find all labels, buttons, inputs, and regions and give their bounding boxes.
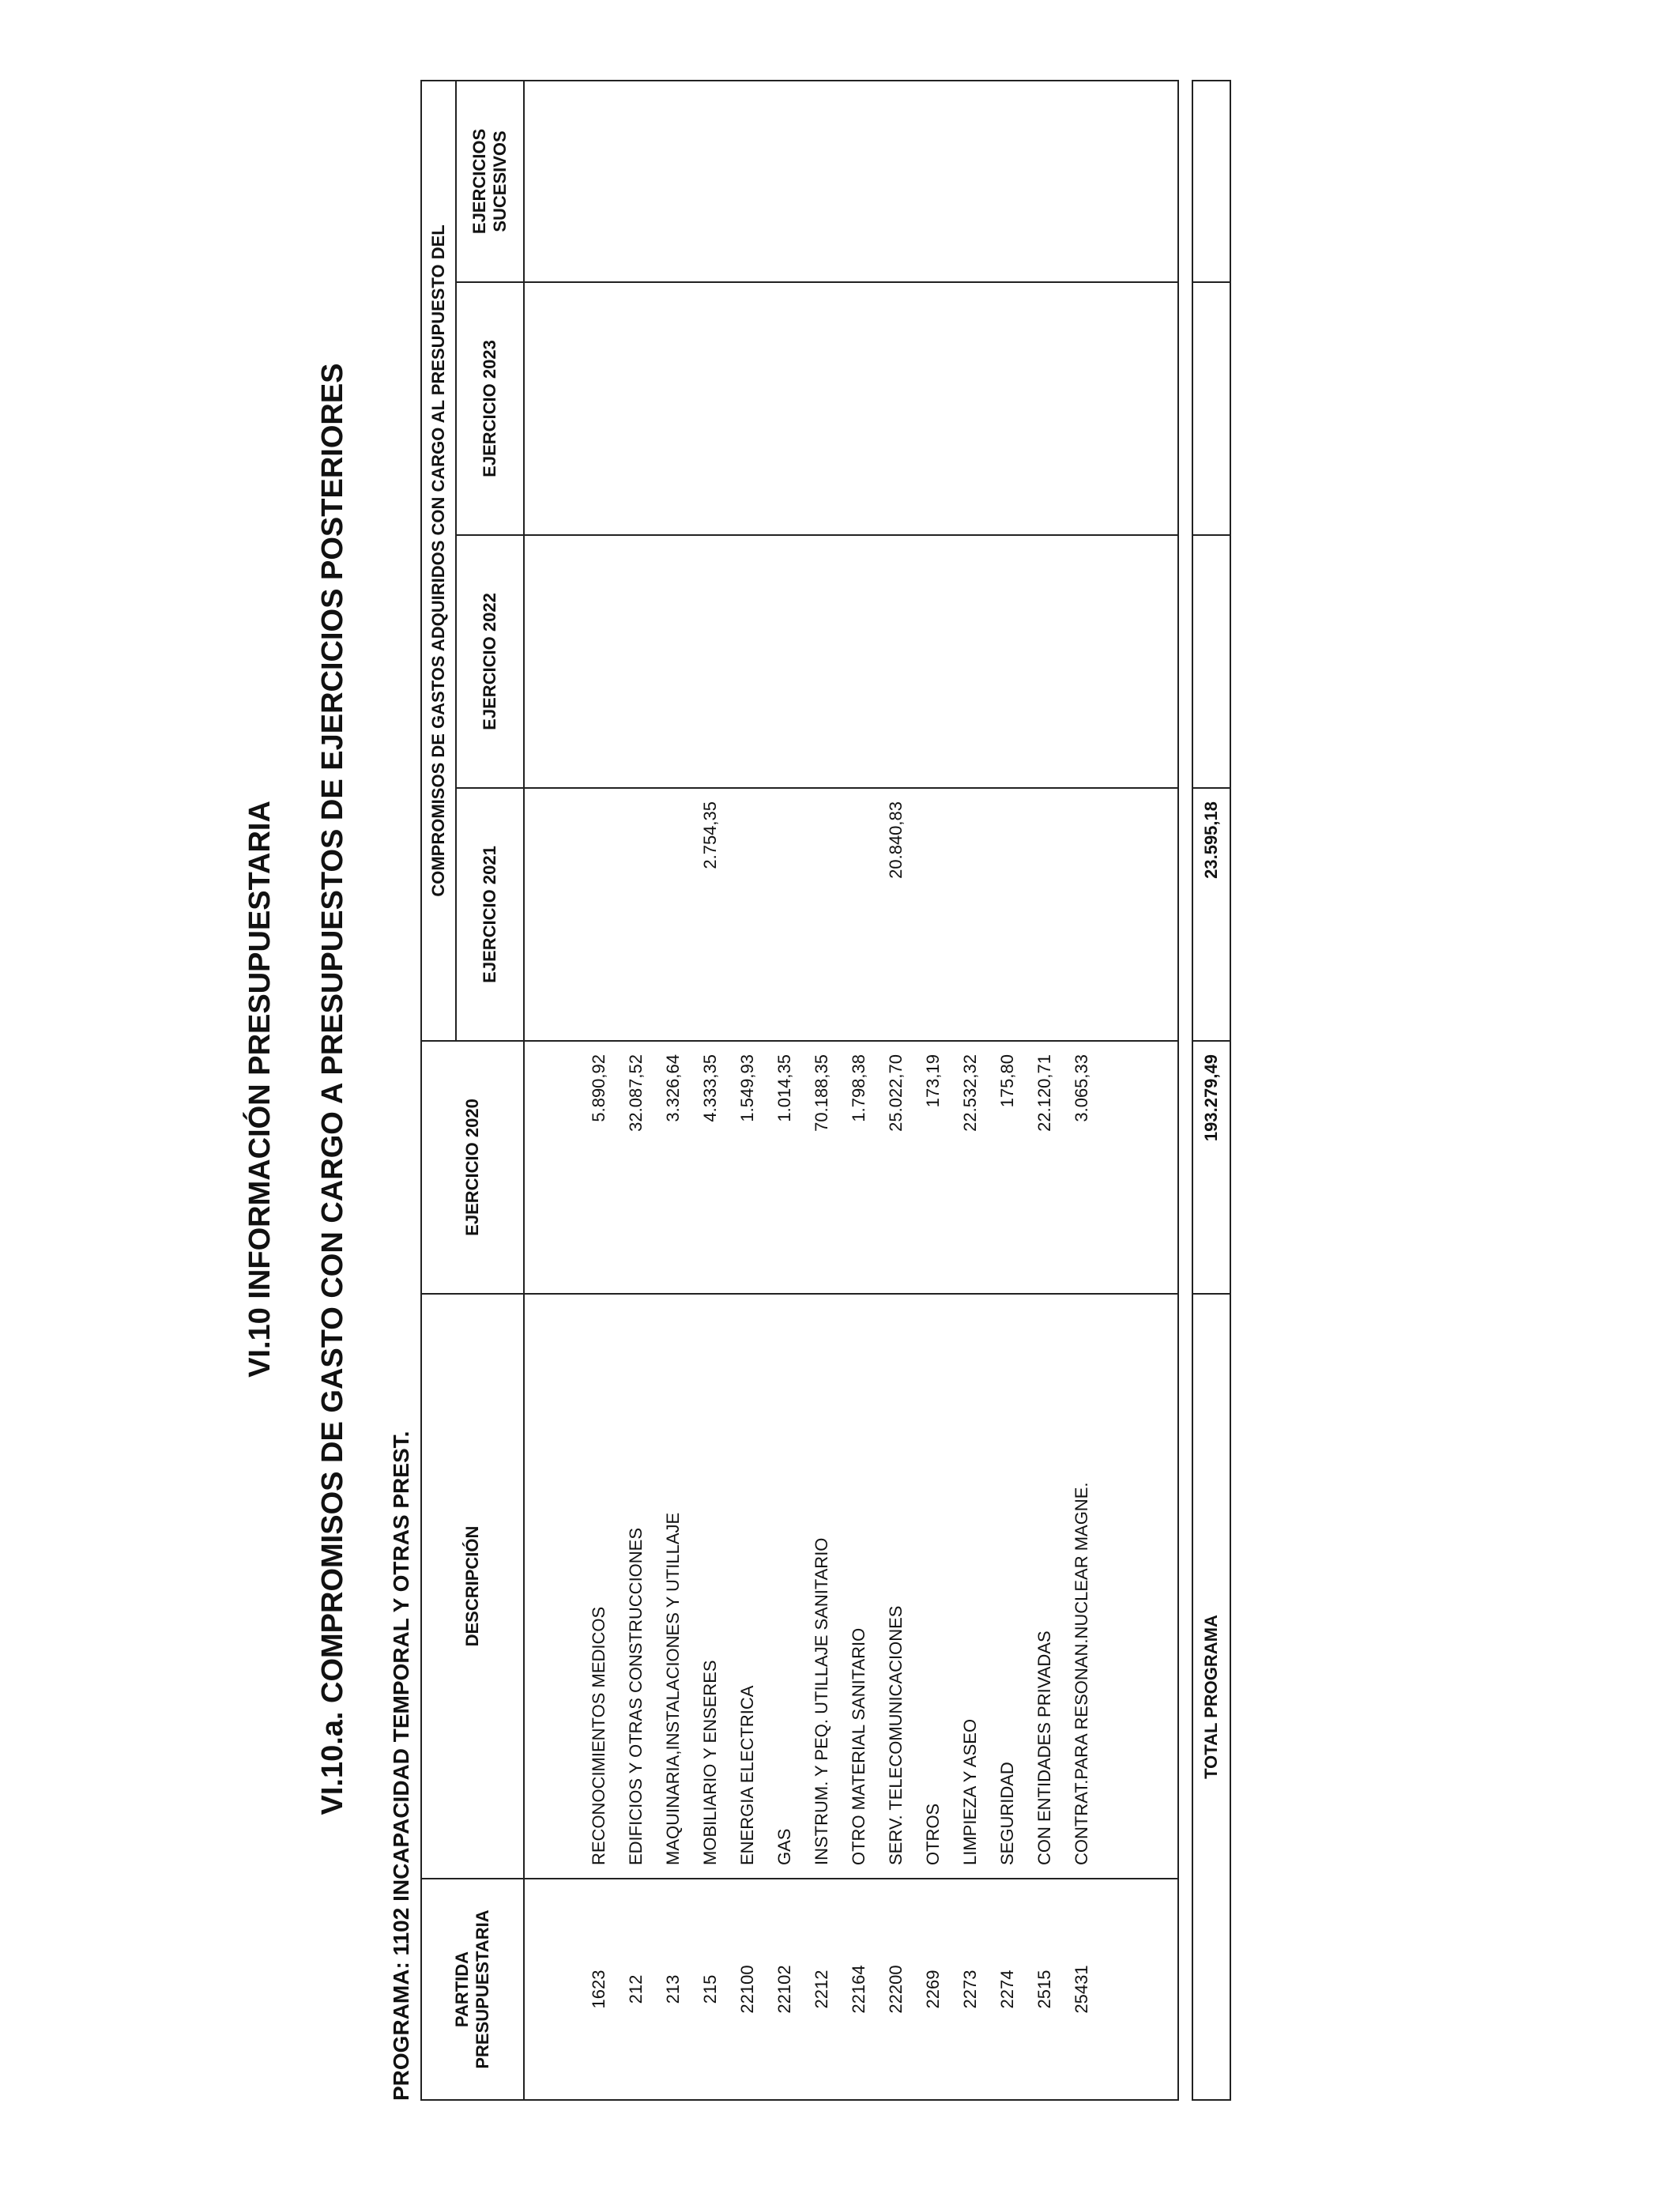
header-ejercicio-2023: EJERCICIO 2023	[456, 282, 524, 535]
ejercicio-2020-cell: 32.087,52	[626, 1054, 646, 1132]
ejercicio-2020-cell: 3.326,64	[663, 1054, 683, 1122]
ejercicio-2020-cell: 70.188,35	[812, 1054, 831, 1132]
section-title: VI.10.a. COMPROMISOS DE GASTO CON CARGO A PRESUPUESTOS DE EJERCICIOS POSTERIORES	[316, 363, 349, 1815]
descripcion-cell: SERV. TELECOMUNICACIONES	[886, 1605, 906, 1865]
total-ejercicios-sucesivos	[1192, 81, 1230, 282]
ejercicio-2020-cell: 22.120,71	[1034, 1054, 1054, 1132]
partida-cell: 2274	[997, 1970, 1017, 2009]
descripcion-cell: CON ENTIDADES PRIVADAS	[1034, 1630, 1054, 1865]
partida-cell: 22102	[774, 1965, 794, 2014]
column-ejercicio-2023	[524, 282, 1178, 535]
partida-cell: 2515	[1034, 1970, 1054, 2009]
ejercicio-2020-cell: 1.798,38	[849, 1054, 868, 1122]
total-label: TOTAL PROGRAMA	[1192, 1294, 1230, 2100]
total-ejercicio-2020: 193.279,49	[1192, 1041, 1230, 1294]
partida-cell: 215	[700, 1974, 720, 2004]
descripcion-cell: MAQUINARIA,INSTALACIONES Y UTILLAJE	[663, 1512, 683, 1865]
ejercicio-2020-cell: 5.890,92	[589, 1054, 608, 1122]
descripcion-cell: MOBILIARIO Y ENSERES	[700, 1660, 720, 1865]
ejercicio-2021-cell	[766, 789, 803, 1040]
total-ejercicio-2023	[1192, 282, 1230, 535]
total-row	[1192, 80, 1231, 2101]
ejercicio-2021-cell	[654, 789, 691, 1040]
descripcion-cell: OTRO MATERIAL SANITARIO	[849, 1627, 868, 1865]
header-ejercicio-2021: EJERCICIO 2021	[456, 788, 524, 1041]
ejercicio-2021-cell	[951, 789, 989, 1040]
column-ejercicio-2022	[524, 535, 1178, 788]
ejercicio-2020-cell: 25.022,70	[886, 1054, 906, 1132]
partida-cell: 22200	[886, 1965, 906, 2014]
ejercicio-2021-cell	[803, 789, 840, 1040]
rotated-document	[237, 77, 1233, 2101]
ejercicio-2020-cell: 173,19	[923, 1054, 943, 1108]
partida-cell: 212	[626, 1974, 646, 2004]
commitments-table	[420, 80, 1179, 2101]
descripcion-cell: SEGURIDAD	[997, 1762, 1017, 1865]
total-ejercicio-2022	[1192, 535, 1230, 788]
header-descripcion: DESCRIPCIÓN	[421, 1294, 524, 1879]
ejercicio-2020-cell: 1.014,35	[774, 1054, 794, 1122]
descripcion-cell: EDIFICIOS Y OTRAS CONSTRUCCIONES	[626, 1527, 646, 1865]
ejercicio-2020-cell: 3.065,33	[1072, 1054, 1091, 1122]
header-group-compromisos: COMPROMISOS DE GASTOS ADQUIRIDOS CON CARGO AL PRESUPUESTO DEL	[421, 81, 456, 1041]
partida-cell: 213	[663, 1974, 683, 2004]
ejercicio-2020-cell: 1.549,93	[737, 1054, 757, 1122]
descripcion-cell: RECONOCIMIENTOS MEDICOS	[589, 1606, 608, 1865]
page-title: VI.10 INFORMACIÓN PRESUPUESTARIA	[243, 801, 277, 1378]
header-ejercicios-sucesivos: EJERCICIOS SUCESIVOS	[456, 81, 524, 282]
descripcion-cell: OTROS	[923, 1803, 943, 1865]
partida-cell: 1623	[589, 1970, 608, 2009]
column-ejercicio-2020	[524, 1041, 1178, 1294]
header-ejercicio-2022: EJERCICIO 2022	[456, 535, 524, 788]
partida-cell: 2212	[812, 1970, 831, 2009]
ejercicio-2021-cell: 20.840,83	[886, 801, 906, 879]
ejercicio-2021-cell	[1063, 789, 1100, 1040]
ejercicio-2021-cell	[914, 789, 951, 1040]
descripcion-cell: LIMPIEZA Y ASEO	[960, 1718, 980, 1865]
descripcion-cell: CONTRAT.PARA RESONAN.NUCLEAR MAGNE.	[1072, 1482, 1091, 1865]
program-label: PROGRAMA: 1102 INCAPACIDAD TEMPORAL Y OTRAS PREST.	[389, 1431, 413, 2101]
ejercicio-2020-cell: 22.532,32	[960, 1054, 980, 1132]
partida-cell: 2273	[960, 1970, 980, 2009]
descripcion-cell: GAS	[774, 1828, 794, 1865]
partida-cell: 22100	[737, 1965, 757, 2014]
total-ejercicio-2021: 23.595,18	[1192, 788, 1230, 1041]
ejercicio-2020-cell: 175,80	[997, 1054, 1017, 1108]
partida-cell: 2269	[923, 1970, 943, 2009]
ejercicio-2021-cell	[729, 789, 766, 1040]
column-descripcion	[524, 1294, 1178, 1879]
ejercicio-2021-cell	[1026, 789, 1063, 1040]
column-ejercicios-sucesivos	[524, 81, 1178, 282]
ejercicio-2021-cell: 2.754,35	[700, 801, 720, 869]
descripcion-cell: ENERGIA ELECTRICA	[737, 1685, 757, 1865]
column-ejercicio-2021	[524, 788, 1178, 1041]
ejercicio-2020-cell: 4.333,35	[700, 1054, 720, 1122]
ejercicio-2021-cell	[840, 789, 877, 1040]
ejercicio-2021-cell	[617, 789, 654, 1040]
partida-cell: 25431	[1072, 1965, 1091, 2014]
descripcion-cell: INSTRUM. Y PEQ. UTILLAJE SANITARIO	[812, 1537, 831, 1865]
column-partida	[524, 1879, 1178, 2100]
partida-cell: 22164	[849, 1965, 868, 2014]
ejercicio-2021-cell	[989, 789, 1026, 1040]
header-ejercicio-2020: EJERCICIO 2020	[421, 1041, 524, 1294]
header-partida: PARTIDA PRESUPUESTARIA	[421, 1879, 524, 2100]
ejercicio-2021-cell	[580, 789, 617, 1040]
